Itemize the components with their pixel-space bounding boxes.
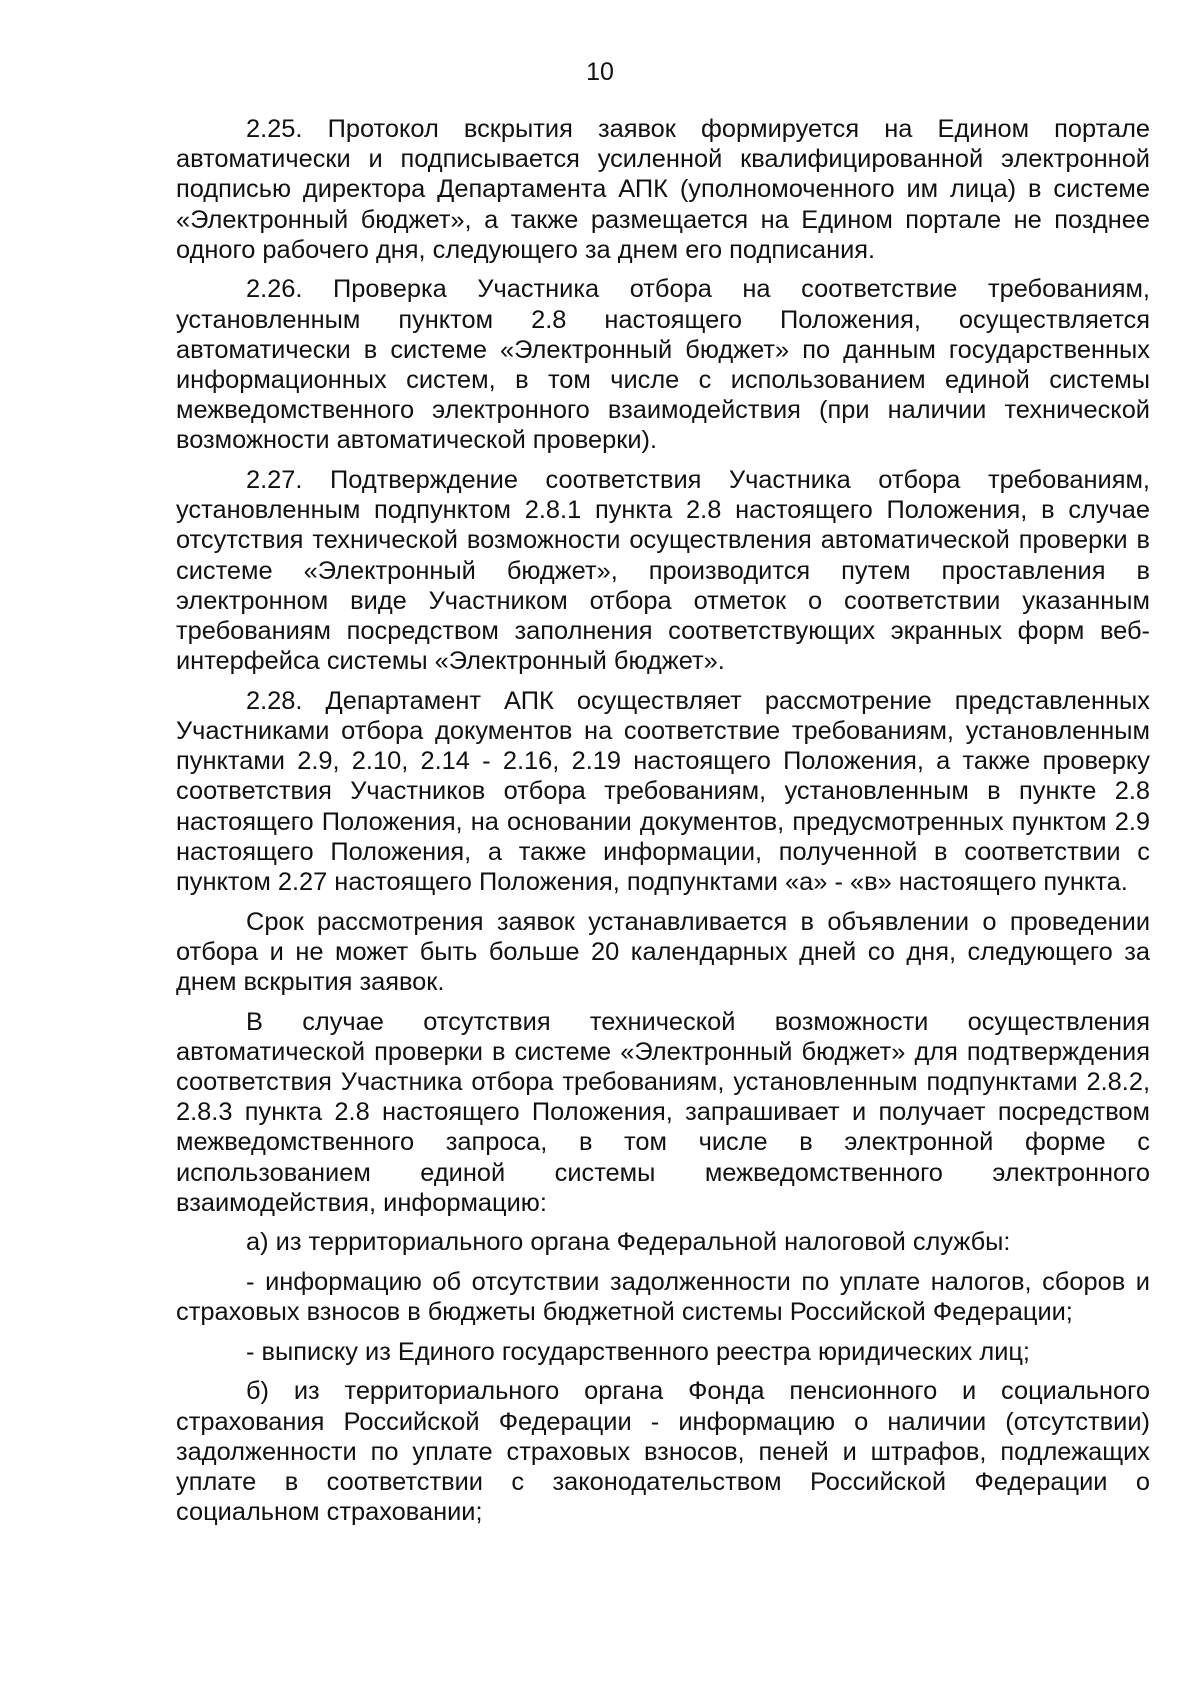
paragraph-2-27: 2.27. Подтверждение соответствия Участника отбора требованиям, установленным подпунктом 2.8.1 пункта 2.8 настоящего Положения, в случае отсутствия технической возможности осуществления автоматической проверки в системе «Электронный бюджет», производится путем проставления в электронном виде Участником отбора отметок о соответствии указанным требованиям посредством заполнения соответствующих экранных форм веб-интерфейса системы «Электронный бюджет».	[176, 466, 1150, 676]
paragraph-2-26: 2.26. Проверка Участника отбора на соответствие требованиям, установленным пунктом 2.8 настоящего Положения, осуществляется автоматически в системе «Электронный бюджет» по данным государственных информационных систем, в том числе с использованием единой системы межведомственного электронного взаимодействия (при наличии технической возможности автоматической проверки).	[176, 275, 1150, 455]
document-body	[176, 114, 1150, 1537]
paragraph-2-28: 2.28. Департамент АПК осуществляет рассмотрение представленных Участниками отбора документов на соответствие требованиям, установленным пунктами 2.9, 2.10, 2.14 - 2.16, 2.19 настоящего Положения, а также проверку соответствия Участников отбора требованиям, установленным в пункте 2.8 настоящего Положения, на основании документов, предусмотренных пунктом 2.9 настоящего Положения, а также информации, полученной в соответствии с пунктом 2.27 настоящего Положения, подпунктами «а» - «в» настоящего пункта.	[176, 686, 1150, 897]
paragraph-2-25: 2.25. Протокол вскрытия заявок формируется на Едином портале автоматически и подписывается усиленной квалифицированной электронной подписью директора Департамента АПК (уполномоченного им лица) в системе «Электронный бюджет», а также размещается на Едином портале не позднее одного рабочего дня, следующего за днем его подписания.	[176, 115, 1150, 264]
paragraph-review-period: Срок рассмотрения заявок устанавливается в объявлении о проведении отбора и не может быть больше 20 календарных дней со дня, следующего за днем вскрытия заявок.	[176, 907, 1150, 997]
paragraph-item-a: а) из территориального органа Федеральной налоговой службы:	[246, 1228, 1011, 1257]
paragraph-egrul-extract: - выписку из Единого государственного реестра юридических лиц;	[246, 1337, 1030, 1366]
paragraph-interagency-request: В случае отсутствия технической возможности осуществления автоматической проверки в системе «Электронный бюджет» для подтверждения соответствия Участника отбора требованиям, установленным подпунктами 2.8.2, 2.8.3 пункта 2.8 настоящего Положения, запрашивает и получает посредством межведомственного запроса, в том числе в электронной форме с использованием единой системы межведомственного электронного взаимодействия, информацию:	[176, 1007, 1150, 1217]
paragraph-item-b: б) из территориального органа Фонда пенсионного и социального страхования Российской Федерации - информацию о наличии (отсутствии) задолженности по уплате страховых взносов, пеней и штрафов, подлежащих уплате в соответствии с законодательством Российской Федерации о социальном страховании;	[176, 1377, 1150, 1527]
paragraph-tax-debt-info: - информацию об отсутствии задолженности по уплате налогов, сборов и страховых взносов в бюджеты бюджетной системы Российской Федерации;	[176, 1268, 1150, 1327]
page-number: 10	[586, 58, 614, 86]
